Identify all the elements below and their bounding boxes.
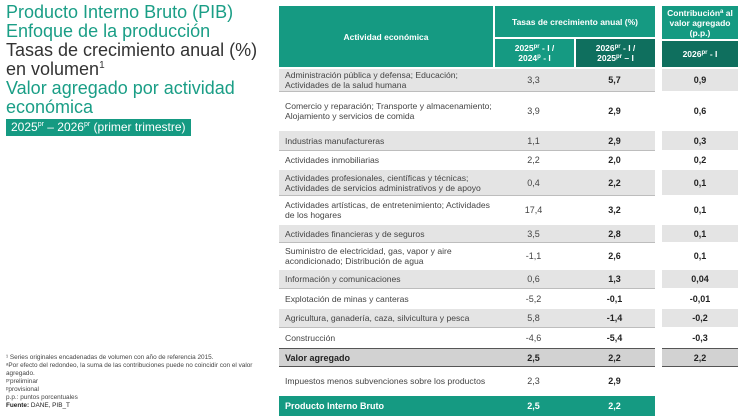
row-value-2025: 5,8 [527, 313, 540, 323]
row-value-2025: -5,2 [525, 293, 542, 304]
col2-a: 2026 [595, 43, 615, 53]
header-col-2026 [576, 39, 655, 67]
title-line-4-text: en volumen [6, 59, 100, 79]
row-divider [279, 327, 655, 328]
period-year-1-sup: pr [37, 121, 44, 128]
row-value-2026: 1,3 [608, 274, 621, 284]
valor-agregado-row [279, 348, 655, 367]
valor-agregado-2025: 2,5 [527, 352, 540, 363]
row-value-2025: 3,5 [527, 228, 540, 239]
row-value-2025: 0,6 [527, 274, 540, 284]
pib-label: Producto Interno Bruto [285, 401, 384, 411]
impuestos-2026: 2,9 [608, 376, 621, 386]
row-value-2026: 2,9 [608, 135, 621, 146]
contrib-a-sup: a [720, 8, 724, 15]
title-line-3: Tasas de crecimiento anual (%) [6, 40, 258, 60]
row-contribution: 0,6 [693, 106, 707, 116]
row-contribution: -0,2 [662, 309, 738, 327]
row-divider [279, 288, 655, 289]
row-contribution: 0,04 [662, 270, 738, 288]
contrib-a: Contribución [667, 7, 721, 18]
table-row [279, 328, 655, 347]
row-label: Actividades financieras y de seguros [285, 228, 425, 239]
row-label: Industrias manufactureras [285, 135, 385, 146]
period-year-1: 2025 [11, 120, 38, 134]
table-row [279, 170, 655, 195]
col2-c: 2025 [597, 53, 617, 63]
row-value-2025: 2,2 [527, 155, 540, 165]
table-row [279, 309, 655, 327]
row-contribution: -0,01 [689, 293, 711, 304]
row-value-2026: 2,6 [608, 251, 621, 261]
row-divider [279, 195, 655, 196]
row-label: Explotación de minas y canteras [285, 293, 409, 304]
row-label: Actividades profesionales, científicas y técnicas; Actividades de servicios administrativos y de apoyo [285, 172, 481, 193]
period-year-2-sup: pr [83, 121, 91, 128]
row-value-2025: 0,4 [527, 177, 540, 188]
table-row [279, 69, 655, 91]
row-value-2025: -1,1 [525, 251, 542, 261]
table-row [279, 289, 655, 308]
row-value-2026: 2,0 [608, 155, 621, 165]
title-block [6, 3, 274, 136]
header-growth: Tasas de crecimiento anual (%) [495, 6, 655, 37]
period-badge [6, 119, 191, 136]
row-divider [279, 242, 655, 243]
impuestos-row [279, 368, 655, 394]
period-year-2: 2026 [57, 120, 84, 134]
footnote-2: ᵃPor efecto del redondeo, la suma de las contribuciones puede no coincidir con el valor agregado. [6, 362, 253, 377]
contrib-col-b: - I [707, 49, 718, 59]
period-dash: – [43, 120, 58, 134]
row-contribution: 0,1 [693, 251, 707, 261]
row-value-2025: 17,4 [524, 205, 543, 215]
title-line-6: económica [6, 97, 94, 117]
row-label: Suministro de electricidad, gas, vapor y aire acondicionado; Distribución de agua [285, 246, 452, 266]
row-label: Actividades inmobiliarias [285, 155, 380, 165]
valor-agregado-contribution: 2,2 [662, 348, 738, 367]
row-value-2026: 2,8 [608, 228, 621, 239]
table-row [279, 131, 655, 150]
valor-agregado-2026: 2,2 [608, 352, 621, 363]
row-value-2026: 2,2 [608, 177, 621, 188]
row-value-2026: 5,7 [608, 75, 621, 85]
row-value-2025: -4,6 [525, 332, 542, 343]
table-row [279, 270, 655, 288]
contrib-c: valor agregado [669, 17, 731, 28]
title-line-5: Valor agregado por actividad [6, 78, 235, 98]
row-value-2026: -0,1 [606, 293, 623, 304]
footnotes [6, 354, 268, 410]
row-label: Comercio y reparación; Transporte y almacenamiento; Alojamiento y servicios de comida [285, 101, 492, 121]
contrib-d: (p.p.) [689, 27, 711, 38]
contrib-col-a: 2026 [682, 49, 702, 59]
row-divider [279, 91, 655, 92]
pib-2025: 2,5 [527, 401, 540, 411]
footnote-5: p.p.: puntos porcentuales [6, 394, 78, 401]
row-contribution: 0,1 [662, 170, 738, 195]
table-row [279, 243, 655, 269]
row-value-2025: 1,1 [527, 135, 540, 146]
row-divider [279, 150, 655, 151]
pib-2026: 2,2 [608, 401, 621, 411]
row-label: Construcción [285, 332, 336, 343]
table-row [279, 92, 655, 130]
title-line-1: Producto Interno Bruto (PIB) [6, 2, 234, 22]
col1-a-sup: pr [533, 44, 540, 50]
row-value-2026: -1,4 [606, 313, 623, 323]
row-value-2026: -5,4 [606, 332, 623, 343]
title-line-4 [6, 60, 274, 79]
footnote-1: ¹ Series originales encadenadas de volumen con año de referencia 2015. [6, 354, 214, 361]
col2-d: – I [622, 53, 634, 63]
source-value: DANE, PIB_T [29, 402, 70, 409]
source-note [6, 402, 268, 410]
row-contribution: 0,1 [662, 225, 738, 242]
source-label: Fuente: [6, 402, 30, 409]
row-value-2026: 3,2 [608, 205, 621, 215]
period-rest: (primer trimestre) [90, 120, 186, 134]
header-contribution [662, 6, 738, 39]
row-contribution: 0,2 [693, 155, 707, 165]
contrib-b: al [723, 7, 733, 18]
col1-a: 2025 [514, 43, 534, 53]
col1-d: - I [540, 53, 551, 63]
row-contribution: 0,3 [662, 131, 738, 150]
pib-row [279, 396, 655, 416]
footnote-4: ᵖprovisional [6, 386, 39, 393]
title-line-2: Enfoque de la producción [6, 21, 211, 41]
row-label: Agricultura, ganadería, caza, silvicultura y pesca [285, 313, 470, 323]
table-row [279, 196, 655, 224]
col2-a-sup: pr [614, 44, 621, 50]
impuestos-label: Impuestos menos subvenciones sobre los productos [285, 376, 486, 386]
col1-b: - I / [539, 43, 555, 53]
row-label: Información y comunicaciones [285, 274, 401, 284]
footnote-marker: 1 [99, 60, 105, 71]
row-value-2025: 3,9 [527, 106, 540, 116]
header-contrib-col [662, 41, 738, 67]
row-contribution: -0,3 [692, 332, 708, 343]
table-row [279, 151, 655, 169]
row-value-2026: 2,9 [608, 106, 621, 116]
col2-c-sup: pr [616, 54, 623, 60]
impuestos-2025: 2,3 [527, 376, 540, 386]
row-label: Actividades artísticas, de entretenimiento; Actividades de los hogares [285, 200, 490, 220]
header-col-2025 [495, 39, 574, 67]
contrib-col-a-sup: pr [701, 50, 708, 56]
col1-c: 2024 [518, 53, 538, 63]
row-contribution: 0,1 [693, 205, 707, 215]
row-value-2025: 3,3 [527, 75, 540, 85]
footnote-3: ᵖʳpreliminar [6, 378, 39, 385]
col1-c-sup: p [537, 54, 541, 60]
table-row [279, 225, 655, 242]
row-contribution: 0,9 [662, 69, 738, 91]
header-activity: Actividad económica [279, 6, 493, 67]
row-label: Administración pública y defensa; Educación; Actividades de la salud humana [285, 70, 458, 90]
col2-b: - I / [620, 43, 636, 53]
valor-agregado-label: Valor agregado [285, 352, 351, 363]
